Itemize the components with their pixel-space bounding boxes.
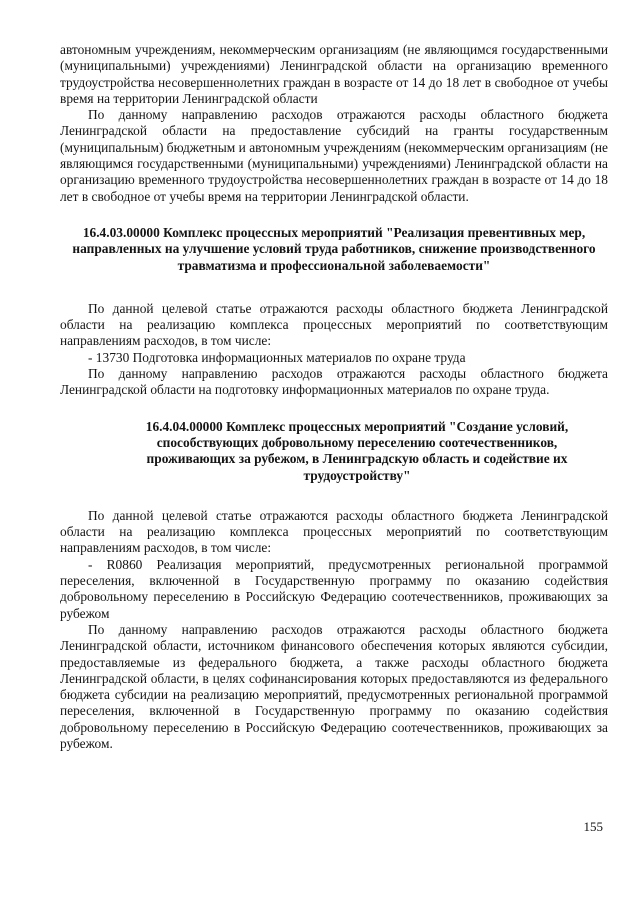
list-item-r0860: - R0860 Реализация мероприятий, предусмотренных региональной программой переселения, включенной в Государственную программу по оказанию содействия добровольному переселению в Российскую Федерацию соотечественников, проживающих за рубежом — [60, 556, 608, 621]
spacer — [60, 274, 608, 301]
page-number: 155 — [583, 819, 603, 834]
spacer — [60, 484, 608, 508]
paragraph-target-article-1: По данной целевой статье отражаются расходы областного бюджета Ленинградской области на реализацию комплекса процессных мероприятий по соответствующим направлениям расходов, в том числе: — [60, 300, 608, 349]
paragraph-target-article-2: По данной целевой статье отражаются расходы областного бюджета Ленинградской области на реализацию комплекса процессных мероприятий по соответствующим направлениям расходов, в том числе: — [60, 507, 608, 556]
paragraph-grants-description: По данному направлению расходов отражаются расходы областного бюджета Ленинградской области на предоставление субсидий на гранты государственным (муниципальным) бюджетным и автономным учреждениям (некоммерческим организациям (не являющимся государственными (муниципальными) учреждениями) Ленинградской области на организацию временного трудоустройства несовершеннолетних граждан в возрасте от 14 до 18 лет в свободное от учебы время на территории Ленинградской области. — [60, 107, 608, 204]
section-heading-16-4-03: 16.4.03.00000 Комплекс процессных мероприятий "Реализация превентивных мер, направленных на улучшение условий труда работников, снижение производственного травматизма и профессиональной заболеваемости" — [72, 224, 596, 273]
paragraph-continuation: автономным учреждениям, некоммерческим организациям (не являющимся государственными (муниципальными) учреждениями) Ленинградской области на организацию временного трудоустройства несовершеннолетних граждан в возрасте от 14 до 18 лет в свободное от учебы время на территории Ленинградской области — [60, 42, 608, 106]
section-heading-wrap — [60, 419, 608, 484]
document-page — [60, 42, 608, 752]
paragraph-direction-13730: По данному направлению расходов отражаются расходы областного бюджета Ленинградской области на подготовку информационных материалов по охране труда. — [60, 366, 608, 398]
list-item-13730: - 13730 Подготовка информационных материалов по охране труда — [88, 349, 466, 365]
paragraph-direction-r0860: По данному направлению расходов отражаются расходы областного бюджета Ленинградской области, источником финансового обеспечения которых являются субсидии, предоставляемые из федерального бюджета, а также расходы областного бюджета Ленинградской области, в целях софинансирования которых предоставляются из федерального бюджета субсидии на реализацию мероприятий, предусмотренных региональной программой переселения, включенной в Государственную программу по оказанию содействия добровольному переселению в Российскую Федерацию соотечественников, проживающих за рубежом. — [60, 621, 608, 751]
section-heading-16-4-04: 16.4.04.00000 Комплекс процессных мероприятий "Создание условий, способствующих добровольному переселению соотечественников, проживающих за рубежом, в Ленинградскую область и содействие их трудоустройству" — [145, 418, 569, 483]
